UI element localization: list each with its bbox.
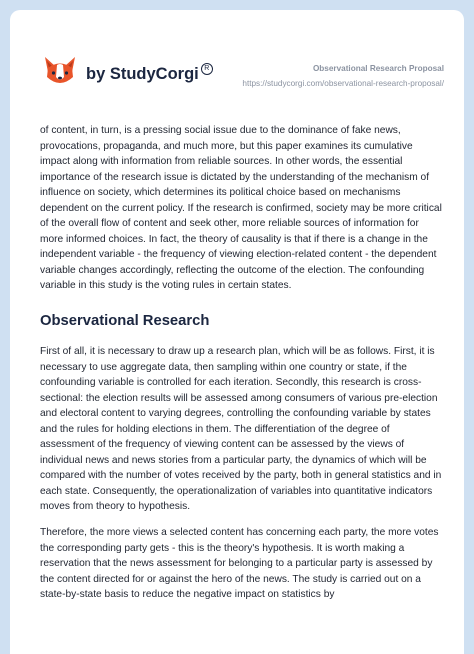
document-meta [242, 64, 444, 88]
corgi-head-logo-icon [42, 55, 78, 89]
body-paragraph: First of all, it is necessary to draw up a research plan, which will be as follows. First, it is necessary to use aggregate data, then sampling within one country or state, if the confounding variable is controlled for each iteration. Secondly, this research is cross-sectional: the election results will be assessed among consumers of various pre-election and electoral content to varying degrees, controlling the confounding variable by states and the rules for holding elections in them. The differentiation of the degree of assessment of the frequency of viewing content can be assessed by the views of individual news and news stories from a particular party, the dynamics of which will be compared with the number of votes received by the party, both in general statistics and in each state. Consequently, the operationalization of variables into quantitative indicators moves from theory to hypothesis. [40, 346, 442, 513]
registered-mark-icon: R [201, 63, 213, 75]
document-header [10, 10, 464, 116]
section-heading: Observational Research [40, 313, 210, 330]
document-body [40, 123, 442, 603]
brand-name [86, 65, 213, 84]
brand-name-text: StudyCorgi [109, 64, 199, 83]
body-paragraph: of content, in turn, is a pressing social issue due to the dominance of fake news, provocations, propaganda, and much more, but this paper examines its cumulative impact along with information from reliable sources. In other words, the essential importance of the research issue is dictated by the understanding of the mechanism of influence on society, which determines its political choice based on mechanisms dependent on the current policy. If the research is confirmed, society may be more critical of the overall flow of content and seek other, more reliable sources of information for more informed choices. In fact, the theory of causality is that if there is a change in the independent variable - the frequency of viewing election-related content - the dependent variable changes accordingly, reflecting the outcome of the election. The confounding variable in this study is the voting rules in certain states. [40, 125, 442, 292]
body-paragraph: Therefore, the more views a selected content has concerning each party, the more votes the corresponding party gets - this is the theory's hypothesis. It is worth making a reservation that the news assessment for belonging to a particular party is assessed by the content directed for or against the hero of the news. The study is carried out on a state-by-state basis to reduce the negative impact on statistics by [40, 527, 439, 601]
document-title: Observational Research Proposal [312, 64, 444, 73]
document-url[interactable]: https://studycorgi.com/observational-research-proposal/ [242, 79, 444, 88]
brand-prefix: by [86, 64, 110, 83]
studycorgi-logo[interactable] [42, 55, 213, 89]
document-page [10, 10, 464, 654]
